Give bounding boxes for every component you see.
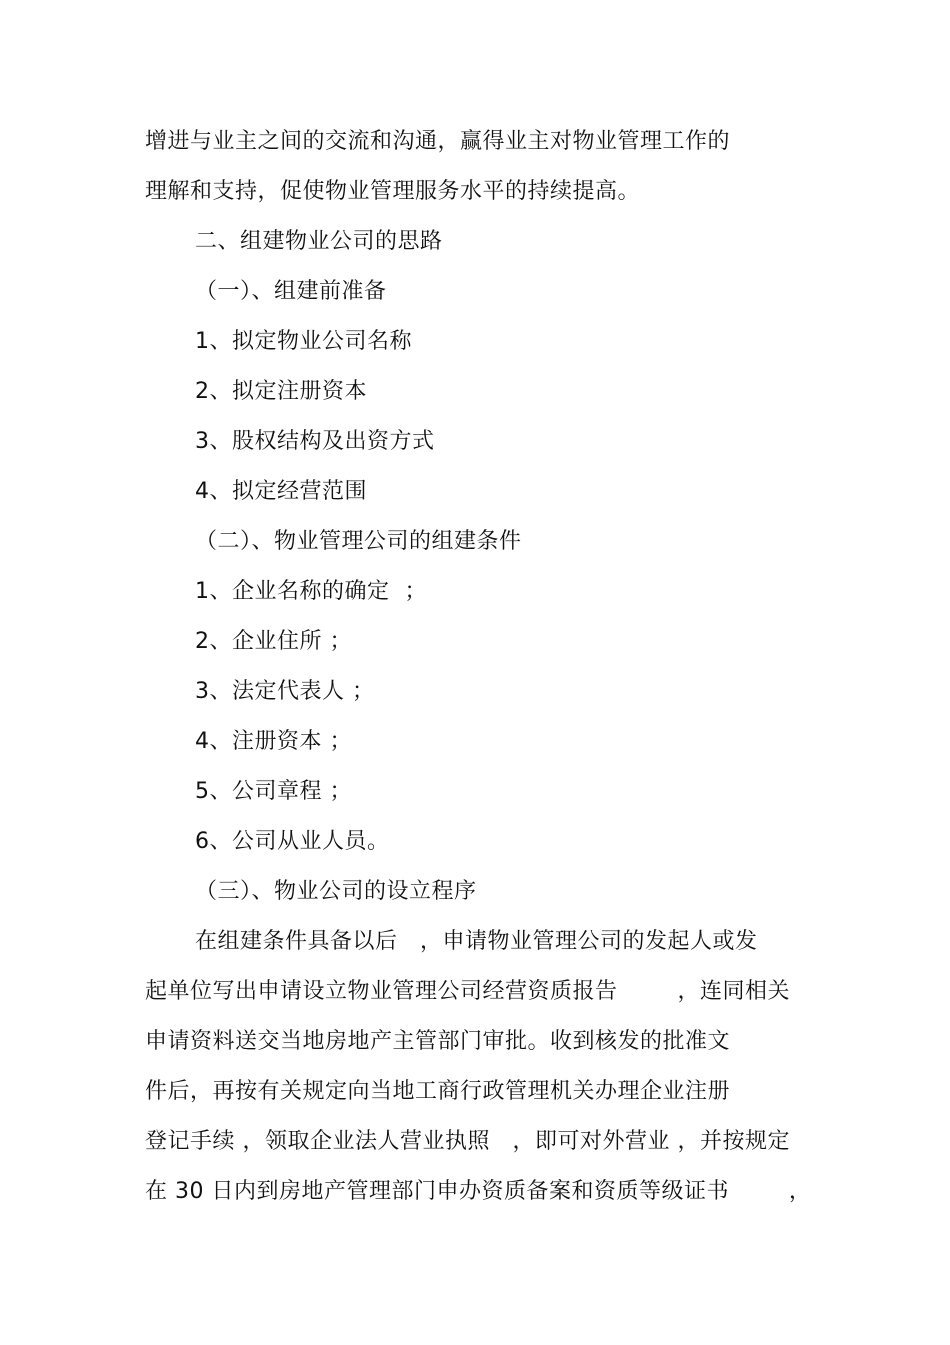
list-item-cond-5: 5、公司章程 ； — [195, 779, 352, 804]
list-item-cond-2: 2、企业住所 ； — [195, 629, 352, 654]
paragraph-line-4: 起单位写出申请设立物业管理公司经营资质报告 ，连同相关 — [145, 979, 790, 1004]
list-item-cond-3: 3、法定代表人 ； — [195, 679, 375, 704]
paragraph-line-5: 申请资料送交当地房地产主管部门审批。收到核发的批准文 — [145, 1029, 731, 1054]
list-item-prep-1: 1、拟定物业公司名称 — [195, 329, 412, 354]
paragraph-line-1: 增进与业主之间的交流和沟通，赢得业主对物业管理工作的 — [145, 129, 731, 154]
list-item-prep-2: 2、拟定注册资本 — [195, 379, 367, 404]
list-item-cond-4: 4、注册资本 ； — [195, 729, 352, 754]
list-item-cond-6: 6、公司从业人员。 — [195, 829, 390, 854]
paragraph-line-8: 在 30 日内到房地产管理部门申办资质备案和资质等级证书 ， — [145, 1179, 812, 1204]
paragraph-line-2: 理解和支持，促使物业管理服务水平的持续提高。 — [145, 179, 641, 204]
subsection-heading-2: （二）、物业管理公司的组建条件 — [195, 529, 522, 554]
subsection-heading-3: （三）、物业公司的设立程序 — [195, 879, 477, 904]
list-item-prep-3: 3、股权结构及出资方式 — [195, 429, 435, 454]
paragraph-line-3: 在组建条件具备以后 ，申请物业管理公司的发起人或发 — [195, 929, 758, 954]
paragraph-line-7: 登记手续 ，领取企业法人营业执照 ，即可对外营业 ，并按规定 — [145, 1129, 790, 1154]
section-heading-2: 二、组建物业公司的思路 — [195, 229, 443, 254]
list-item-cond-1: 1、企业名称的确定 ； — [195, 579, 427, 604]
subsection-heading-1: （一）、组建前准备 — [195, 279, 387, 304]
paragraph-line-6: 件后，再按有关规定向当地工商行政管理机关办理企业注册 — [145, 1079, 731, 1104]
list-item-prep-4: 4、拟定经营范围 — [195, 479, 367, 504]
